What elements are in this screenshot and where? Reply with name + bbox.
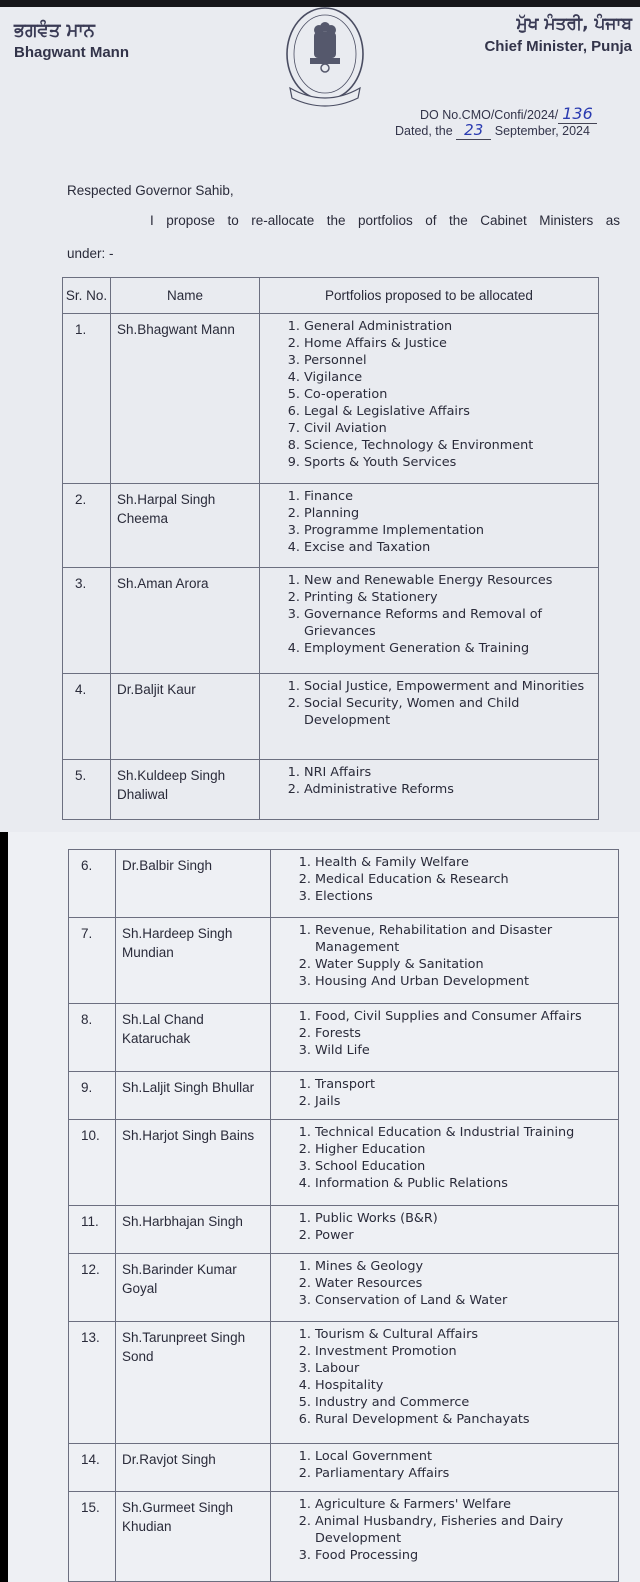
portfolio-item: 9. Sports & Youth Services	[304, 454, 598, 471]
portfolio-list	[284, 572, 598, 657]
portfolio-item: 3. Elections	[315, 888, 618, 905]
row-sr-no: 1.	[63, 314, 111, 484]
letter-date	[395, 121, 640, 139]
portfolio-item: 8. Science, Technology & Environment	[304, 437, 598, 454]
row-portfolios	[260, 674, 599, 760]
portfolio-item: 3. Programme Implementation	[304, 522, 598, 539]
row-portfolios	[271, 918, 619, 1004]
portfolio-item: 6. Legal & Legislative Affairs	[304, 403, 598, 420]
portfolio-item: 1. Finance	[304, 488, 598, 505]
row-minister-name: Sh.Kuldeep Singh Dhaliwal	[111, 760, 260, 820]
portfolio-item: 5. Co-operation	[304, 386, 598, 403]
row-minister-name: Dr.Baljit Kaur	[111, 674, 260, 760]
row-minister-name: Sh.Harjot Singh Bains	[116, 1120, 271, 1206]
row-sr-no: 13.	[69, 1322, 116, 1444]
row-sr-no: 14.	[69, 1444, 116, 1492]
portfolio-item: 1. Social Justice, Empowerment and Minorities	[304, 678, 598, 695]
dated-suffix: September, 2024	[494, 124, 590, 138]
row-portfolios	[271, 850, 619, 918]
row-minister-name: Sh.Harpal Singh Cheema	[111, 484, 260, 568]
portfolio-item: 2. Parliamentary Affairs	[315, 1465, 618, 1482]
row-portfolios	[271, 1072, 619, 1120]
row-minister-name: Sh.Gurmeet Singh Khudian	[116, 1492, 271, 1582]
table-body-page-2	[69, 850, 619, 1582]
header-name: Name	[111, 278, 260, 314]
dated-day-handwritten: 23	[456, 121, 491, 140]
row-minister-name: Sh.Lal Chand Kataruchak	[116, 1004, 271, 1072]
row-portfolios	[271, 1492, 619, 1582]
table-header-row	[63, 278, 599, 314]
portfolio-list	[295, 1448, 618, 1482]
table-row	[63, 314, 599, 484]
portfolio-list	[295, 1076, 618, 1110]
table-row	[69, 1072, 619, 1120]
do-number-prefix: DO No.CMO/Confi/2024/	[420, 108, 559, 122]
portfolio-item: 3. Wild Life	[315, 1042, 618, 1059]
portfolio-item: 3. Governance Reforms and Removal of Grievances	[304, 606, 598, 640]
portfolio-item: 3. School Education	[315, 1158, 618, 1175]
portfolio-list	[295, 1326, 618, 1428]
table-row	[69, 1444, 619, 1492]
portfolio-table-part-2	[68, 849, 619, 1582]
portfolio-list	[284, 318, 598, 471]
do-number-handwritten: 136	[558, 104, 597, 124]
letter-page-2	[8, 832, 640, 1582]
portfolio-item: 3. Food Processing	[315, 1547, 618, 1564]
row-portfolios	[260, 760, 599, 820]
row-portfolios	[271, 1322, 619, 1444]
row-sr-no: 6.	[69, 850, 116, 918]
portfolio-item: 1. Transport	[315, 1076, 618, 1093]
portfolio-item: 1. Technical Education & Industrial Training	[315, 1124, 618, 1141]
portfolio-item: 1. Local Government	[315, 1448, 618, 1465]
sender-name-english: Bhagwant Mann	[14, 44, 129, 61]
table-row	[69, 1206, 619, 1254]
portfolio-item: 4. Information & Public Relations	[315, 1175, 618, 1192]
portfolio-list	[295, 922, 618, 990]
portfolio-list	[295, 1008, 618, 1059]
row-sr-no: 10.	[69, 1120, 116, 1206]
row-minister-name: Sh.Bhagwant Mann	[111, 314, 260, 484]
table-row	[69, 1254, 619, 1322]
portfolio-item: 7. Civil Aviation	[304, 420, 598, 437]
portfolio-item: 1. General Administration	[304, 318, 598, 335]
portfolio-item: 4. Hospitality	[315, 1377, 618, 1394]
sender-name-punjabi: ਭਗਵੰਤ ਮਾਨ	[14, 20, 95, 41]
portfolio-item: 1. Public Works (B&R)	[315, 1210, 618, 1227]
state-emblem-icon	[280, 2, 370, 108]
row-sr-no: 8.	[69, 1004, 116, 1072]
portfolio-item: 2. Forests	[315, 1025, 618, 1042]
row-sr-no: 15.	[69, 1492, 116, 1582]
salutation: Respected Governor Sahib,	[67, 183, 234, 198]
row-minister-name: Dr.Ravjot Singh	[116, 1444, 271, 1492]
row-portfolios	[271, 1254, 619, 1322]
portfolio-item: 2. Water Resources	[315, 1275, 618, 1292]
portfolio-item: 2. Higher Education	[315, 1141, 618, 1158]
row-portfolios	[260, 314, 599, 484]
portfolio-item: 2. Planning	[304, 505, 598, 522]
row-sr-no: 11.	[69, 1206, 116, 1254]
table-row	[69, 1120, 619, 1206]
portfolio-item: 1. Revenue, Rehabilitation and Disaster Management	[315, 922, 618, 956]
header-portfolios: Portfolios proposed to be allocated	[260, 278, 599, 314]
row-sr-no: 4.	[63, 674, 111, 760]
portfolio-list	[284, 678, 598, 729]
portfolio-list	[284, 764, 598, 798]
portfolio-item: 2. Animal Husbandry, Fisheries and Dairy Development	[315, 1513, 618, 1547]
row-minister-name: Dr.Balbir Singh	[116, 850, 271, 918]
row-sr-no: 12.	[69, 1254, 116, 1322]
row-sr-no: 2.	[63, 484, 111, 568]
portfolio-list	[284, 488, 598, 556]
portfolio-item: 2. Home Affairs & Justice	[304, 335, 598, 352]
portfolio-item: 2. Medical Education & Research	[315, 871, 618, 888]
row-minister-name: Sh.Aman Arora	[111, 568, 260, 674]
portfolio-item: 2. Printing & Stationery	[304, 589, 598, 606]
table-row	[63, 484, 599, 568]
header-sr-no: Sr. No.	[63, 278, 111, 314]
row-sr-no: 3.	[63, 568, 111, 674]
portfolio-item: 1. Food, Civil Supplies and Consumer Affairs	[315, 1008, 618, 1025]
row-portfolios	[260, 568, 599, 674]
portfolio-item: 1. Agriculture & Farmers' Welfare	[315, 1496, 618, 1513]
office-title-punjabi: ਮੁੱਖ ਮੰਤਰੀ, ਪੰਜਾਬ	[516, 14, 632, 34]
table-row	[63, 760, 599, 820]
portfolio-list	[295, 1210, 618, 1244]
row-minister-name: Sh.Tarunpreet Singh Sond	[116, 1322, 271, 1444]
table-row	[69, 918, 619, 1004]
table-row	[63, 568, 599, 674]
row-minister-name: Sh.Barinder Kumar Goyal	[116, 1254, 271, 1322]
portfolio-item: 1. Mines & Geology	[315, 1258, 618, 1275]
portfolio-item: 5. Industry and Commerce	[315, 1394, 618, 1411]
portfolio-item: 3. Housing And Urban Development	[315, 973, 618, 990]
portfolio-item: 1. Tourism & Cultural Affairs	[315, 1326, 618, 1343]
portfolio-list	[295, 854, 618, 905]
row-minister-name: Sh.Hardeep Singh Mundian	[116, 918, 271, 1004]
portfolio-item: 4. Vigilance	[304, 369, 598, 386]
row-portfolios	[271, 1206, 619, 1254]
table-body-page-1	[63, 314, 599, 820]
table-row	[63, 674, 599, 760]
portfolio-item: 3. Labour	[315, 1360, 618, 1377]
portfolio-item: 2. Social Security, Women and Child Development	[304, 695, 598, 729]
portfolio-item: 2. Administrative Reforms	[304, 781, 598, 798]
table-row	[69, 1322, 619, 1444]
portfolio-item: 2. Water Supply & Sanitation	[315, 956, 618, 973]
dated-prefix: Dated, the	[395, 124, 453, 138]
portfolio-item: 1. New and Renewable Energy Resources	[304, 572, 598, 589]
row-minister-name: Sh.Harbhajan Singh	[116, 1206, 271, 1254]
body-text-line-1: I propose to re-allocate the portfolios of the Cabinet Ministers as	[150, 213, 620, 228]
portfolio-list	[295, 1124, 618, 1192]
portfolio-item: 3. Conservation of Land & Water	[315, 1292, 618, 1309]
portfolio-item: 1. NRI Affairs	[304, 764, 598, 781]
body-text-line-2: under: -	[67, 246, 114, 261]
portfolio-item: 1. Health & Family Welfare	[315, 854, 618, 871]
row-portfolios	[271, 1004, 619, 1072]
row-portfolios	[271, 1444, 619, 1492]
table-row	[69, 850, 619, 918]
row-portfolios	[260, 484, 599, 568]
table-row	[69, 1492, 619, 1582]
portfolio-item: 4. Excise and Taxation	[304, 539, 598, 556]
row-sr-no: 5.	[63, 760, 111, 820]
portfolio-item: 2. Jails	[315, 1093, 618, 1110]
table-row	[69, 1004, 619, 1072]
portfolio-list	[295, 1258, 618, 1309]
row-sr-no: 9.	[69, 1072, 116, 1120]
row-portfolios	[271, 1120, 619, 1206]
office-title-english: Chief Minister, Punja	[484, 38, 632, 55]
portfolio-item: 2. Investment Promotion	[315, 1343, 618, 1360]
portfolio-item: 2. Power	[315, 1227, 618, 1244]
portfolio-item: 4. Employment Generation & Training	[304, 640, 598, 657]
portfolio-item: 6. Rural Development & Panchayats	[315, 1411, 618, 1428]
row-minister-name: Sh.Laljit Singh Bhullar	[116, 1072, 271, 1120]
portfolio-list	[295, 1496, 618, 1564]
portfolio-item: 3. Personnel	[304, 352, 598, 369]
portfolio-table-part-1	[62, 277, 599, 820]
row-sr-no: 7.	[69, 918, 116, 1004]
